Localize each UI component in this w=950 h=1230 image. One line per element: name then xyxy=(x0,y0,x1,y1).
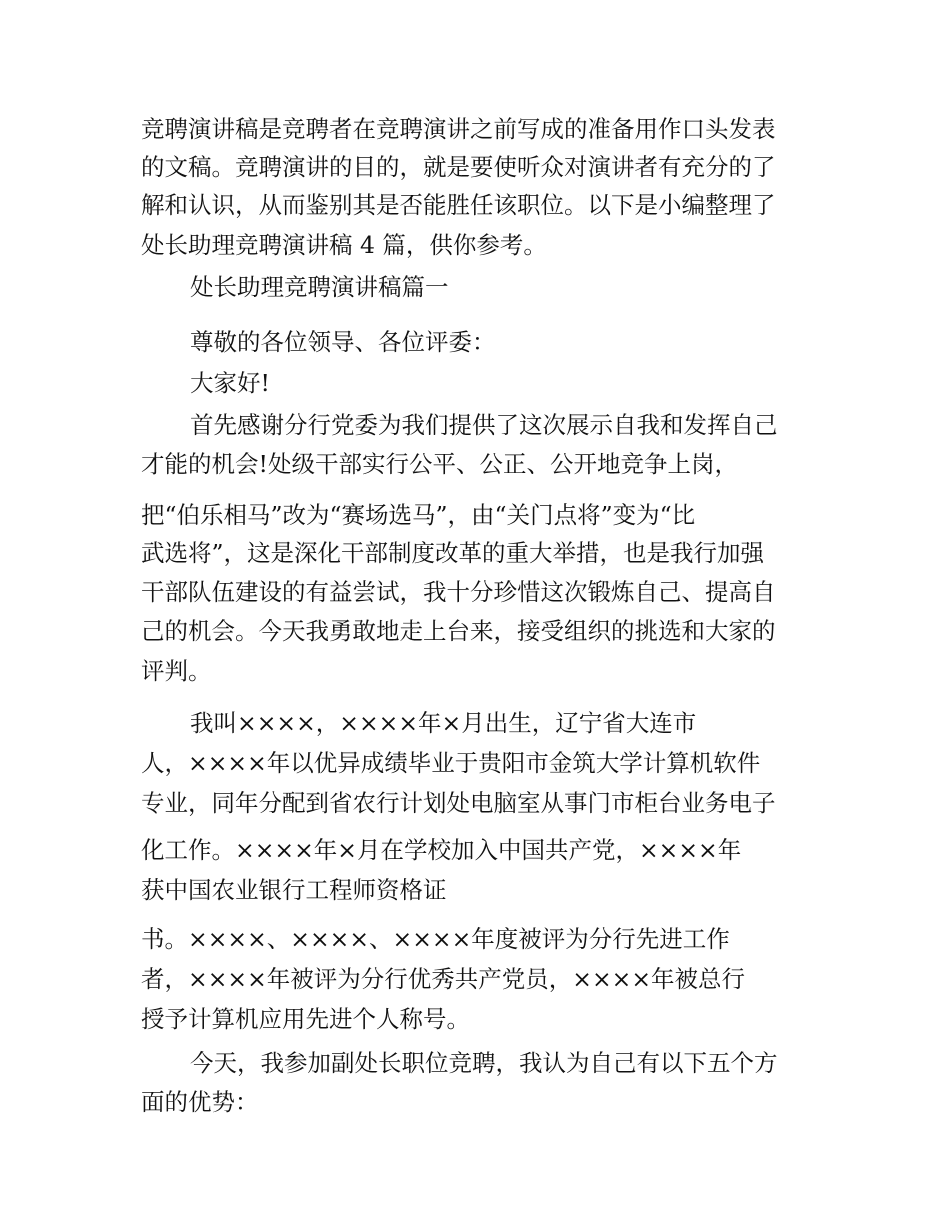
text-line: 化工作。××××年×月在学校加入中国共产党，××××年 xyxy=(141,836,742,864)
text-line: 处长助理竞聘演讲稿 4 篇，供你参考。 xyxy=(141,231,547,259)
text-line: 今天，我参加副处长职位竞聘，我认为自己有以下五个方 xyxy=(190,1049,778,1077)
text-line: 解和认识，从而鉴别其是否能胜任该职位。以下是小编整理了 xyxy=(141,191,776,219)
text-line: 竞聘演讲稿是竞聘者在竞聘演讲之前写成的准备用作口头发表 xyxy=(141,115,776,143)
text-line: 面的优势： xyxy=(141,1088,259,1116)
text-line: 才能的机会!处级干部实行公平、公正、公开地竞争上岗， xyxy=(141,450,738,478)
text-line: 专业，同年分配到省农行计划处电脑室从事门市柜台业务电子 xyxy=(141,789,776,817)
greeting: 大家好! xyxy=(190,369,270,397)
text-line: 获中国农业银行工程师资格证 xyxy=(141,876,447,904)
text-line: 干部队伍建设的有益尝试，我十分珍惜这次锻炼自己、提高自 xyxy=(141,578,776,606)
text-line: 武选将”，这是深化干部制度改革的重大举措，也是我行加强 xyxy=(141,539,765,567)
text-line: 人，××××年以优异成绩毕业于贵阳市金筑大学计算机软件 xyxy=(141,749,761,777)
text-line: 的文稿。竞聘演讲的目的，就是要使听众对演讲者有充分的了 xyxy=(141,153,776,181)
text-line: 己的机会。今天我勇敢地走上台来，接受组织的挑选和大家的 xyxy=(141,617,776,645)
text-line: 首先感谢分行党委为我们提供了这次展示自我和发挥自己 xyxy=(190,411,778,439)
text-line: 授予计算机应用先进个人称号。 xyxy=(141,1005,470,1033)
text-line: 把“伯乐相马”改为“赛场选马”，由“关门点将”变为“比 xyxy=(141,501,696,529)
text-line: 者，××××年被评为分行优秀共产党员，××××年被总行 xyxy=(141,965,746,993)
text-line: 评判。 xyxy=(141,657,212,685)
text-line: 书。××××、××××、××××年度被评为分行先进工作 xyxy=(141,925,730,953)
salutation: 尊敬的各位领导、各位评委： xyxy=(190,328,496,356)
section-heading: 处长助理竞聘演讲稿篇一 xyxy=(190,273,449,301)
text-line: 我叫××××，××××年×月出生，辽宁省大连市 xyxy=(190,709,697,737)
